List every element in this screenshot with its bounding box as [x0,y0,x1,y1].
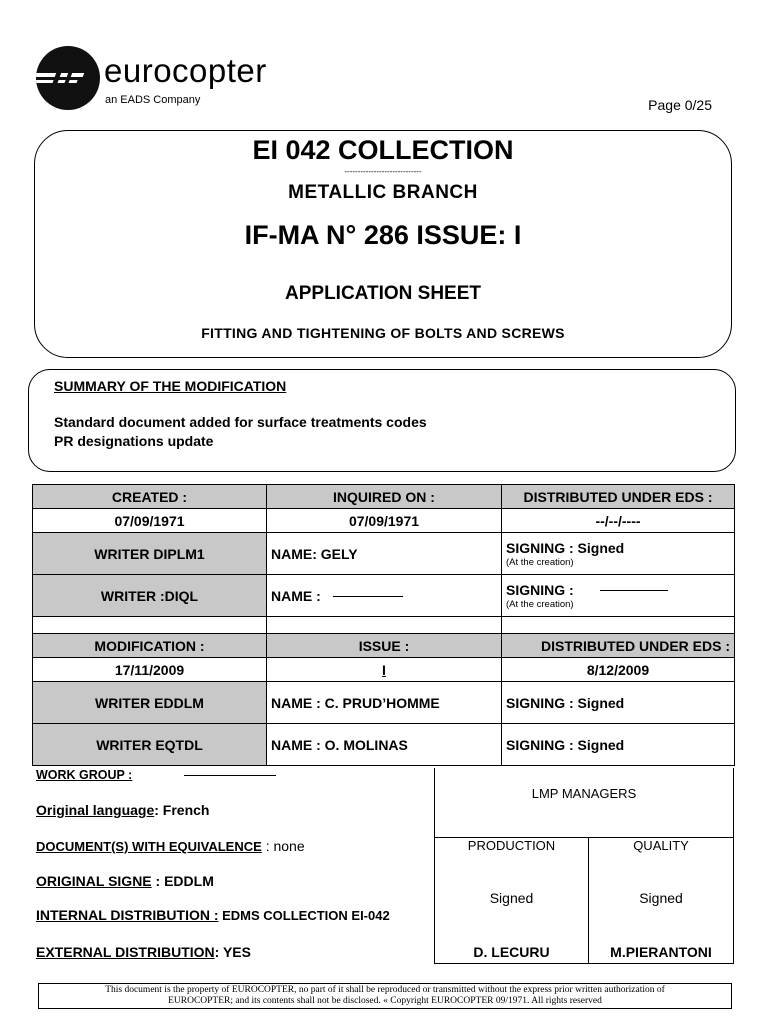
summary-line: Standard document added for surface treatments codes [54,414,427,430]
original-language-value: : French [154,802,210,818]
approval-block [434,768,734,964]
table-row [33,509,735,533]
writer-name [267,575,502,617]
sheet-type: APPLICATION SHEET [285,283,481,304]
spacer-cell [267,617,502,634]
summary-line: PR designations update [54,433,214,449]
table-row [33,682,735,724]
table-row [33,485,735,509]
original-language [36,802,209,818]
writer-role: WRITER DIPLM1 [33,533,267,575]
production-column [435,838,589,963]
writer-name: NAME : O. MOLINAS [267,724,502,766]
collection-title: EI 042 COLLECTION [252,135,514,165]
title-separator: ----------------------------- [344,167,422,176]
footer-line: EUROCOPTER; and its contents shall not be disclosed. « Copyright EUROCOPTER 09/1971. All rights reserved [168,996,602,1006]
writer-role: WRITER :DIQL [33,575,267,617]
writer-signing [502,533,735,575]
branch-title: METALLIC BRANCH [288,182,478,203]
original-signe-value: : EDDLM [151,873,214,889]
external-distribution [36,944,251,960]
table-row [33,533,735,575]
internal-distribution-label: INTERNAL DISTRIBUTION : [36,907,219,923]
issue-header: ISSUE : [267,634,502,658]
document-subject: FITTING AND TIGHTENING OF BOLTS AND SCREWS [201,325,565,341]
summary-box [28,369,736,472]
work-group [36,768,276,782]
inquired-date: 07/09/1971 [267,509,502,533]
internal-distribution [36,907,390,923]
writer-name: NAME : C. PRUD’HOMME [267,682,502,724]
writer-signing [502,575,735,617]
table-row [33,617,735,634]
blank-name-line [333,596,403,597]
logo-wordmark: eurocopter [104,52,267,89]
signing-text: SIGNING : [506,581,574,598]
eurocopter-logo-icon [36,46,100,110]
created-header: CREATED : [33,485,267,509]
issue-value: I [267,658,502,682]
footer-line: This document is the property of EUROCOPTER, no part of it shall be reproduced or transmitted without the express prior written authorization of [105,985,665,995]
original-signe [36,873,214,889]
table-row [33,634,735,658]
writer-name: NAME: GELY [267,533,502,575]
external-distribution-label: EXTERNAL DISTRIBUTION [36,944,215,960]
equivalence [36,838,305,854]
equivalence-label: DOCUMENT(S) WITH EQUIVALENCE [36,839,262,854]
spacer-cell [33,617,267,634]
distributed-date: 8/12/2009 [502,658,735,682]
table-row [33,658,735,682]
name-label: NAME : [271,587,321,604]
summary-title: SUMMARY OF THE MODIFICATION [54,378,287,394]
original-signe-label: ORIGINAL SIGNE [36,873,152,889]
document-number: IF-MA N° 286 ISSUE: I [244,220,522,250]
page-number: Page 0/25 [648,97,712,113]
inquired-header: INQUIRED ON : [267,485,502,509]
distributed-header: DISTRIBUTED UNDER EDS : [502,634,735,658]
writer-signing: SIGNING : Signed [502,682,735,724]
writer-role: WRITER EDDLM [33,682,267,724]
work-group-blank-line [184,775,276,776]
document-history-table [32,484,735,766]
writer-role: WRITER EQTDL [33,724,267,766]
production-signature: Signed [489,890,534,906]
quality-column [589,838,733,963]
created-date: 07/09/1971 [33,509,267,533]
production-name: D. LECURU [473,944,550,960]
distributed-header: DISTRIBUTED UNDER EDS : [502,485,735,509]
writer-signing: SIGNING : Signed [502,724,735,766]
table-row [33,575,735,617]
table-row [33,724,735,766]
original-language-label: Original language [36,802,155,818]
signing-note: (At the creation) [506,556,574,568]
company-logo [36,46,336,112]
quality-name: M.PIERANTONI [610,944,712,960]
production-header: PRODUCTION [467,838,556,853]
work-group-label: WORK GROUP : [36,768,133,782]
modification-date: 17/11/2009 [33,658,267,682]
quality-signature: Signed [639,890,683,906]
blank-signature-line [600,590,668,591]
internal-distribution-value: EDMS COLLECTION EI-042 [218,908,390,923]
copyright-footer [38,983,732,1009]
quality-header: QUALITY [633,838,689,853]
distributed-date: --/--/---- [502,509,735,533]
spacer-cell [502,617,735,634]
modification-header: MODIFICATION : [33,634,267,658]
equivalence-value: : none [261,838,305,854]
logo-tagline: an EADS Company [105,94,201,106]
external-distribution-value: : YES [214,944,251,960]
title-box [34,130,732,358]
managers-label: LMP MANAGERS [435,768,733,838]
signing-text: SIGNING : Signed [506,539,625,556]
signing-note: (At the creation) [506,598,574,610]
